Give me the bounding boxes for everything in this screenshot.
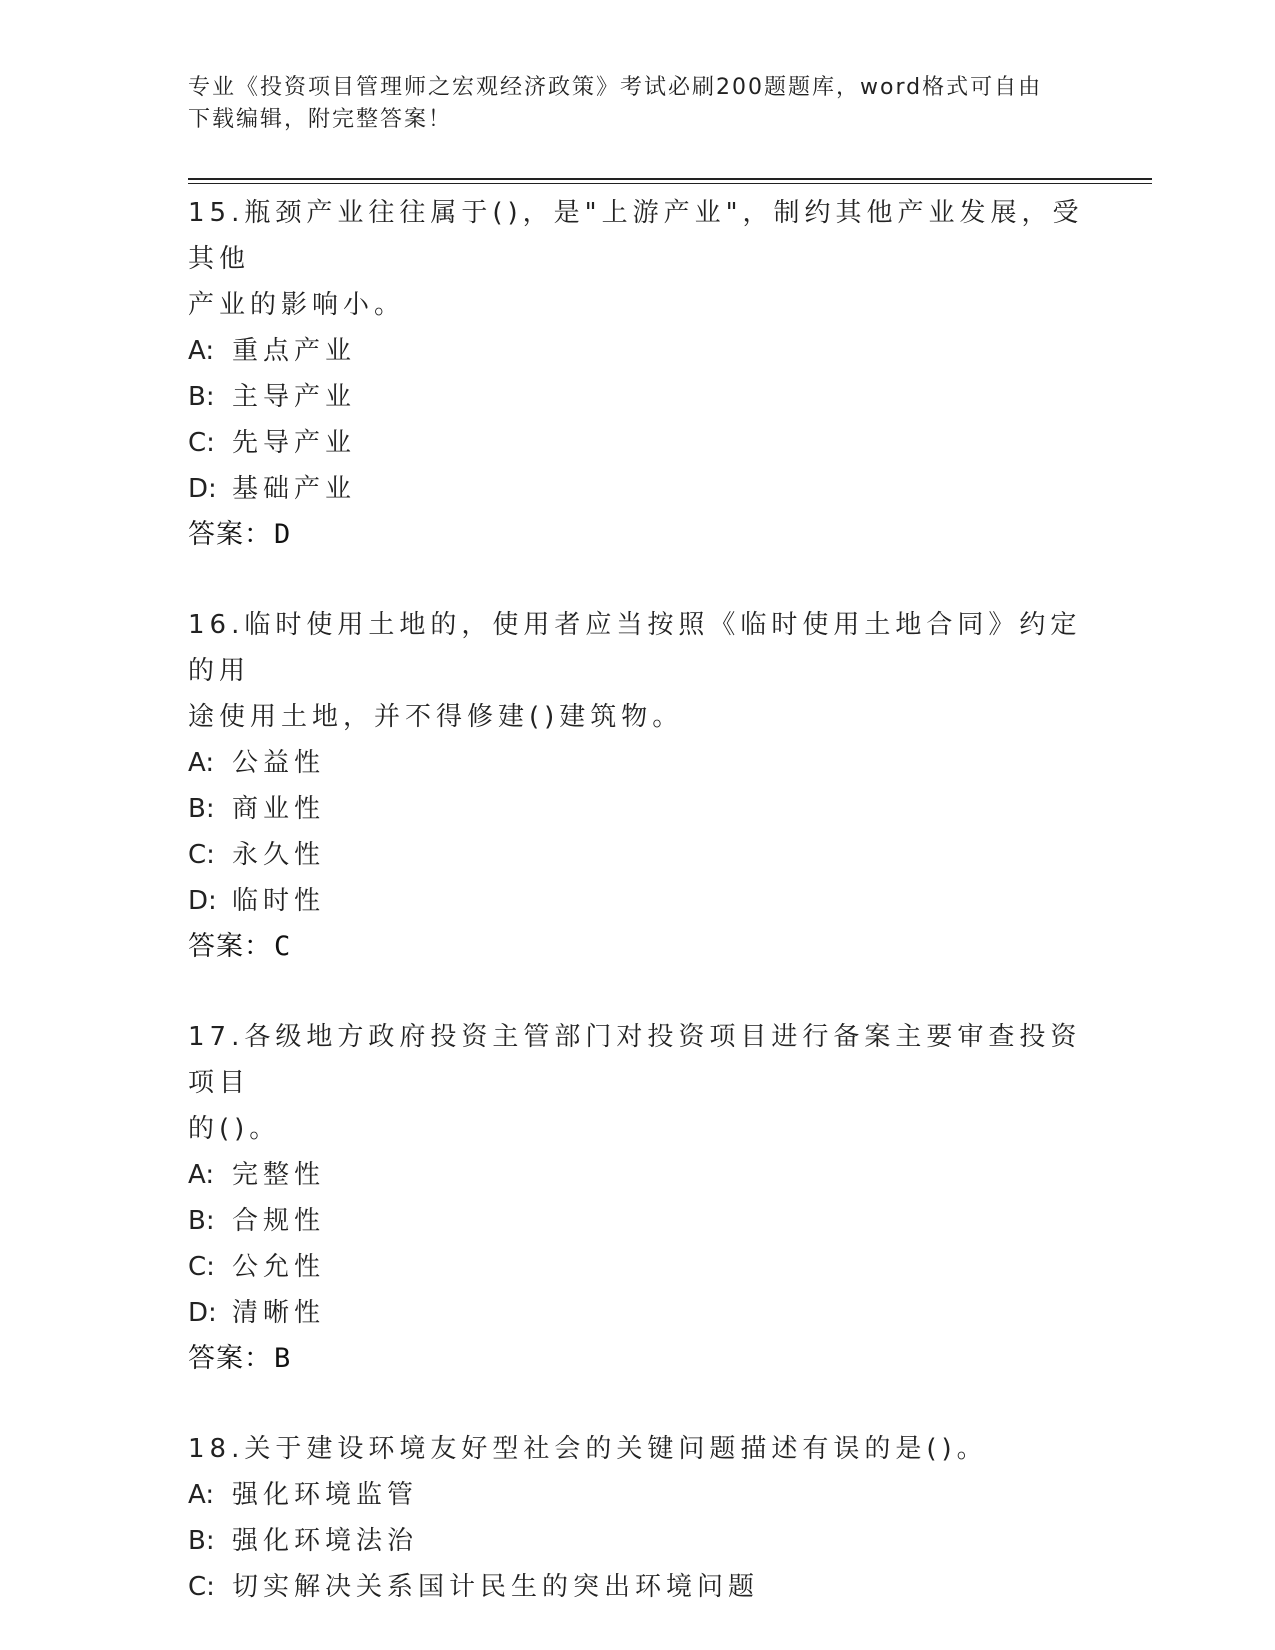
option-a	[188, 1472, 1088, 1518]
option-text: 先导产业	[232, 428, 357, 458]
option-text: 清晰性	[232, 1298, 326, 1328]
question-text-line: 16.临时使用土地的，使用者应当按照《临时使用土地合同》约定的用	[188, 610, 1082, 686]
option-letter: D:	[188, 886, 217, 916]
option-d	[188, 1290, 1088, 1336]
question-text-line: 17.各级地方政府投资主管部门对投资项目进行备案主要审查投资项目	[188, 1022, 1082, 1098]
option-letter: C:	[188, 840, 215, 870]
option-text: 临时性	[232, 886, 326, 916]
answer-value: D	[274, 519, 292, 550]
question-spacer	[188, 558, 1088, 602]
answer-line	[188, 1336, 1088, 1382]
option-text: 合规性	[232, 1206, 326, 1236]
option-text: 完整性	[232, 1160, 326, 1190]
answer-label: 答案：	[188, 1343, 272, 1374]
option-c	[188, 1564, 1088, 1610]
option-text: 公允性	[232, 1252, 326, 1282]
option-letter: D:	[188, 474, 217, 504]
answer-label: 答案：	[188, 931, 272, 962]
answer-line	[188, 924, 1088, 970]
option-letter: C:	[188, 1572, 215, 1602]
option-letter: A:	[188, 748, 215, 778]
answer-label: 答案：	[188, 519, 272, 550]
option-text: 基础产业	[232, 474, 357, 504]
option-b	[188, 786, 1088, 832]
option-d	[188, 466, 1088, 512]
option-text: 公益性	[232, 748, 326, 778]
option-b	[188, 374, 1088, 420]
option-text: 商业性	[232, 794, 326, 824]
question-17	[188, 1014, 1088, 1382]
header-divider-thin	[188, 183, 1152, 184]
answer-value: B	[274, 1343, 292, 1374]
question-15	[188, 190, 1088, 558]
option-c	[188, 420, 1088, 466]
header-line-1: 专业《投资项目管理师之宏观经济政策》考试必刷200题题库，word格式可自由	[188, 75, 1043, 100]
answer-value: C	[274, 931, 292, 962]
option-letter: C:	[188, 428, 215, 458]
option-letter: A:	[188, 1480, 215, 1510]
option-a	[188, 740, 1088, 786]
option-d	[188, 878, 1088, 924]
option-letter: B:	[188, 1206, 215, 1236]
question-spacer	[188, 970, 1088, 1014]
option-text: 重点产业	[232, 336, 357, 366]
question-text-line: 途使用土地，并不得修建()建筑物。	[188, 702, 684, 732]
option-text: 强化环境监管	[232, 1480, 419, 1510]
option-letter: D:	[188, 1298, 217, 1328]
header-divider-thick	[188, 178, 1152, 180]
option-letter: B:	[188, 382, 215, 412]
option-text: 主导产业	[232, 382, 357, 412]
option-text: 强化环境法治	[232, 1526, 419, 1556]
answer-line	[188, 512, 1088, 558]
question-list	[188, 190, 1088, 1610]
option-b	[188, 1518, 1088, 1564]
document-header	[188, 72, 1068, 136]
option-b	[188, 1198, 1088, 1244]
question-text-line: 产业的影响小。	[188, 290, 406, 320]
option-c	[188, 832, 1088, 878]
option-a	[188, 328, 1088, 374]
option-letter: B:	[188, 1526, 215, 1556]
question-text-line: 15.瓶颈产业往往属于()，是"上游产业"，制约其他产业发展，受其他	[188, 198, 1084, 274]
option-letter: C:	[188, 1252, 215, 1282]
option-letter: A:	[188, 1160, 215, 1190]
option-text: 永久性	[232, 840, 326, 870]
question-text-line: 18.关于建设环境友好型社会的关键问题描述有误的是()。	[188, 1434, 988, 1464]
option-c	[188, 1244, 1088, 1290]
question-spacer	[188, 1382, 1088, 1426]
option-letter: A:	[188, 336, 215, 366]
option-text: 切实解决关系国计民生的突出环境问题	[232, 1572, 760, 1602]
option-letter: B:	[188, 794, 215, 824]
header-line-2: 下载编辑，附完整答案！	[188, 107, 453, 132]
question-text-line: 的()。	[188, 1114, 281, 1144]
question-16	[188, 602, 1088, 970]
question-18	[188, 1426, 1088, 1610]
option-a	[188, 1152, 1088, 1198]
